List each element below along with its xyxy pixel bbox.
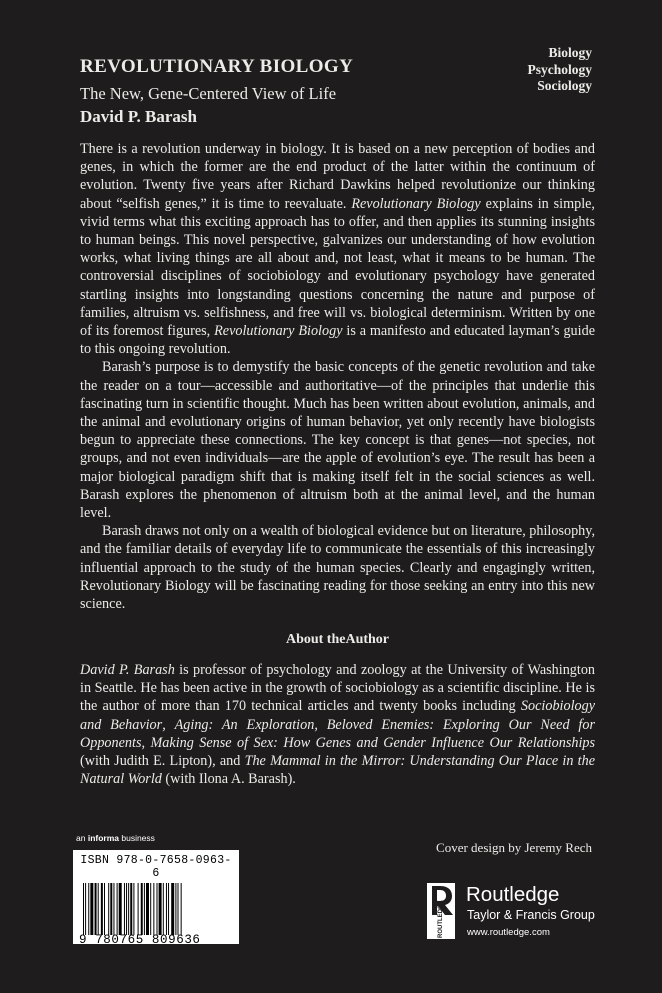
barcode-bar — [175, 883, 176, 935]
text-run: is a manifesto and educated layman’s guide to this ongoing revolution. — [80, 323, 595, 358]
description-paragraph-1 — [80, 140, 595, 358]
publisher-group: Taylor & Francis Group — [467, 908, 595, 922]
barcode-bar — [146, 883, 149, 935]
barcode-bar — [119, 883, 122, 935]
subject-categories — [527, 45, 592, 95]
subject-psychology: Psychology — [527, 61, 592, 77]
book-description — [80, 140, 595, 613]
text-run: (with Judith E. Lipton), and — [80, 753, 245, 770]
text-run: , — [141, 734, 151, 751]
barcode-bar — [144, 883, 145, 935]
text-run: explains in simple, vivid terms what this exciting approach has to offer, and then applies its stunning insights to human beings. This novel perspective, galvanizes our understanding of how evolution works, what living things are all about and, not least, what it means to be human. The controversial disciplines of sociobiology and evolutionary psychology have generated startling insights into longstanding questions concerning the nature and purpose of families, altruism vs. selfishness, and free will vs. biological determinism. Written by one of its foremost figures, — [80, 195, 595, 340]
publisher-url: www.routledge.com — [467, 927, 550, 938]
italic-text: Sociobiology and Behavior — [80, 698, 595, 733]
text-run: , — [314, 716, 327, 733]
italic-text: Aging: An Exploration — [174, 716, 315, 733]
text-run: , — [162, 716, 175, 733]
routledge-logo-icon — [426, 882, 456, 940]
publisher-name: Routledge — [466, 883, 560, 906]
isbn-text: ISBN 978-0-7658-0963-6 — [80, 854, 232, 880]
book-subtitle: The New, Gene-Centered View of Life — [80, 84, 337, 103]
about-author-heading: About theAuthor — [285, 632, 390, 647]
barcode-bar — [159, 883, 162, 935]
subject-sociology: Sociology — [537, 78, 592, 93]
barcode-bar — [128, 883, 129, 935]
barcode-bar — [83, 883, 84, 935]
barcode-bar — [138, 883, 139, 935]
barcode-bar — [104, 883, 105, 935]
informa-brand: informa — [87, 833, 119, 843]
barcode-bar — [124, 883, 125, 935]
barcode-bar — [168, 883, 169, 935]
description-paragraph-3: Barash draws not only on a wealth of biological evidence but on literature, philosophy, and the familiar details of everyday life to communicate the essentials of this increasingly influential approach to the study of the human species. Clearly and engagingly written, Revolutionary Biology will be fascinating reading for those seeking an entry into this new science. — [80, 523, 595, 613]
informa-suffix: business — [119, 833, 155, 843]
barcode-bar — [163, 883, 164, 935]
italic-text: The Mammal in the Mirror: Understanding Our Place in the Natural World — [80, 753, 595, 788]
informa-tagline — [76, 833, 155, 843]
barcode-bar — [113, 883, 114, 935]
italic-text: Revolutionary Biology — [351, 195, 481, 212]
text-run: is professor of psychology and zoology at the University of Washington in Seattle. He has been active in the growth of sociobiology as a scientific discipline. He is the author of more than 170 technical articles and twenty books including — [80, 662, 596, 715]
barcode-bar — [130, 883, 132, 935]
italic-text: Revolutionary Biology — [214, 323, 343, 340]
description-paragraph-2: Barash’s purpose is to demystify the basic concepts of the genetic revolution and take the reader on a tour—accessible and authoritative—of the principles that underlie this fascinating turn in scientific thought. Much has been written about evolution, animals, and the animal and evolutionary origins of human behavior, yet only recently have biologists begun to appreciate these connections. The key concept is that genes—not species, not groups, and not even individuals—are the apple of evolution’s eye. The result has been a major biological paradigm shift that is making itself felt in the social sciences as well. Barash explores the phenomenon of altruism both at the animal level, and the human level. — [80, 359, 595, 522]
barcode — [73, 850, 239, 947]
barcode-bar — [153, 883, 154, 935]
barcode-bar — [157, 883, 158, 935]
text-run: There is a revolution underway in biology. It is based on a new perception of bodies and genes, in which the former are the end product of the latter within the continuum of evolution. Twenty five years after Richard Dawkins helped revolutionize our thinking about “selfish genes,” it is time to reevaluate. — [80, 141, 595, 212]
barcode-bars — [79, 883, 233, 935]
informa-prefix: an — [76, 833, 88, 843]
subject-biology: Biology — [548, 45, 592, 60]
barcode-bars-graphic — [79, 883, 233, 935]
cover-design-credit: Cover design by Jeremy Rech — [436, 840, 592, 855]
routledge-logo-text: ROUTLEDGE — [438, 900, 444, 938]
barcode-bar — [101, 883, 103, 935]
barcode-bar — [181, 883, 182, 935]
barcode-bar — [178, 883, 179, 935]
barcode-bar — [171, 883, 174, 935]
italic-text: David P. Barash — [80, 662, 175, 678]
barcode-digits: 9 780765 809636 — [79, 933, 201, 947]
barcode-bar — [90, 883, 93, 935]
about-author-text — [80, 661, 595, 788]
barcode-bar — [126, 883, 127, 935]
barcode-bar — [108, 883, 109, 935]
barcode-bar — [85, 883, 86, 935]
book-title: REVOLUTIONARY BIOLOGY — [80, 56, 354, 77]
barcode-bar — [98, 883, 99, 935]
barcode-bar — [88, 883, 89, 935]
barcode-bar — [150, 883, 151, 935]
barcode-bar — [117, 883, 118, 935]
barcode-bar — [110, 883, 112, 935]
barcode-bar — [133, 883, 134, 935]
book-author: David P. Barash — [80, 107, 197, 126]
barcode-bar — [166, 883, 167, 935]
italic-text: Making Sense of Sex: How Genes and Gender Influence Our Relationships — [150, 734, 596, 751]
barcode-bar — [95, 883, 97, 935]
text-run: (with Ilona A. Barash). — [161, 771, 296, 788]
barcode-bar — [141, 883, 143, 935]
italic-text: Beloved Enemies: Exploring Our Need for Opponents — [80, 716, 595, 751]
